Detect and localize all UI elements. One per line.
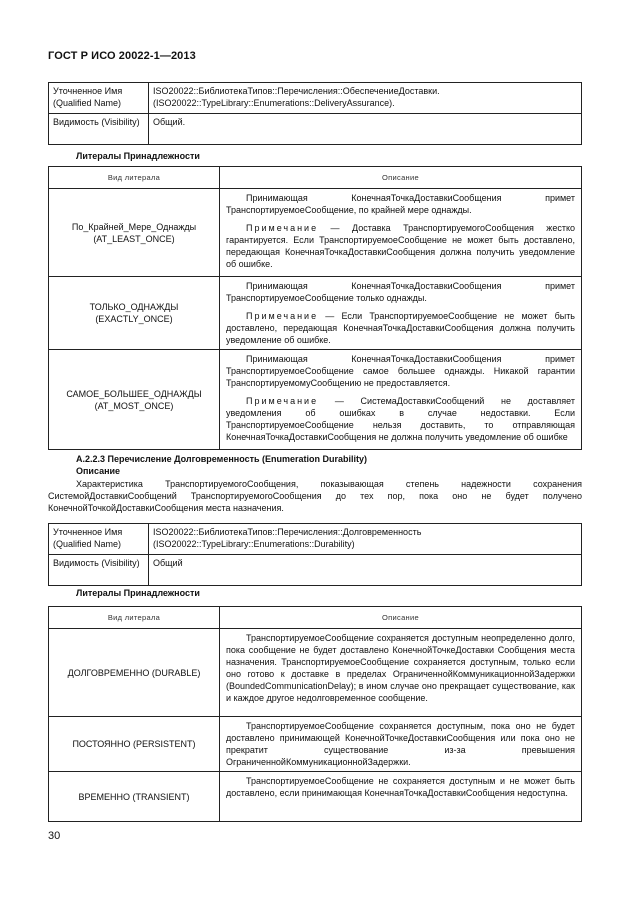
visibility-label: Видимость (Visibility) bbox=[49, 114, 149, 145]
qualified-name-row bbox=[49, 524, 582, 555]
page-number: 30 bbox=[48, 830, 61, 842]
section-description-text: Характеристика ТранспортируемогоСообщения, показывающая степень надежности сохранения СистемойДоставкиСообщений ТранспортируемогоСообщения до тех пор, пока оно не будет получено КонечнойТочкойДоставкиСообщения места назначения. bbox=[48, 479, 582, 513]
note-text: — Если ТранспортируемоеСообщение не может быть доставлено, передающая КонечнаяТочкаДоставкиСообщения должна получить уведомление об ошибке. bbox=[226, 311, 575, 345]
visibility-row bbox=[49, 114, 582, 145]
enumeration-meta-table-delivery bbox=[48, 82, 582, 145]
literal-name: ТОЛЬКО_ОДНАЖДЫ (EXACTLY_ONCE) bbox=[49, 277, 220, 350]
literal-row bbox=[49, 350, 582, 450]
literal-description bbox=[220, 277, 582, 350]
literal-name: САМОЕ_БОЛЬШЕЕ_ОДНАЖДЫ (AT_MOST_ONCE) bbox=[49, 350, 220, 450]
literals-heading-2: Литералы Принадлежности bbox=[76, 588, 200, 598]
qualified-name-value bbox=[149, 524, 582, 555]
literal-description bbox=[220, 189, 582, 277]
literals-heading-1: Литералы Принадлежности bbox=[76, 151, 200, 161]
literal-row bbox=[49, 629, 582, 717]
note-label: Примечание bbox=[246, 311, 319, 321]
description-heading: Описание bbox=[76, 466, 121, 476]
literal-description bbox=[220, 772, 582, 822]
column-header-description: Описание bbox=[220, 607, 582, 629]
section-description bbox=[48, 478, 582, 514]
literals-header-row bbox=[49, 167, 582, 189]
column-header-kind: Вид литерала bbox=[49, 167, 220, 189]
qualified-name-label: Уточненное Имя (Qualified Name) bbox=[49, 83, 149, 114]
visibility-value: Общий. bbox=[149, 114, 582, 145]
literal-description-text: Принимающая КонечнаяТочкаДоставкиСообщения примет ТранспортируемоеСообщение только однажды. bbox=[226, 281, 575, 303]
literal-description-text: Принимающая КонечнаяТочкаДоставкиСообщения примет ТранспортируемоеСообщение самое большее однажды. Никакой гарантии ТранспортируемомуСообщению не предоставляется. bbox=[226, 354, 575, 388]
literals-table-durability bbox=[48, 606, 582, 822]
note-text: — Доставка ТранспортируемогоСообщения жестко гарантируется. Если ТранспортируемоеСообщение не может быть доставлено, передающая КонечнаяТочкаДоставкиСообщения должна получить уведомление об ошибке. bbox=[226, 223, 575, 269]
literal-name: ПОСТОЯННО (PERSISTENT) bbox=[49, 717, 220, 772]
note-label: Примечание bbox=[246, 396, 319, 406]
qualified-name-value bbox=[149, 83, 582, 114]
enumeration-meta-table-durability bbox=[48, 523, 582, 586]
literal-row bbox=[49, 717, 582, 772]
literal-name: ВРЕМЕННО (TRANSIENT) bbox=[49, 772, 220, 822]
literal-name: ДОЛГОВРЕМЕННО (DURABLE) bbox=[49, 629, 220, 717]
qualified-name-row bbox=[49, 83, 582, 114]
literal-description-text: ТранспортируемоеСообщение не сохраняется доступным и не может быть доставлено, если принимающая КонечнаяТочкаДоставкиСообщения недоступна. bbox=[226, 776, 575, 798]
qualified-name-value-en: (ISO20022::TypeLibrary::Enumerations::Durability) bbox=[153, 539, 355, 549]
literal-row bbox=[49, 772, 582, 822]
literal-description bbox=[220, 717, 582, 772]
qualified-name-value-ru: ISO20022::БиблиотекаТипов::Перечисления::Долговременность bbox=[153, 527, 422, 537]
visibility-row bbox=[49, 555, 582, 586]
qualified-name-value-ru: ISO20022::БиблиотекаТипов::Перечисления::ОбеспечениеДоставки. bbox=[153, 86, 440, 96]
literal-description-text: Принимающая КонечнаяТочкаДоставкиСообщения примет ТранспортируемоеСообщение, по крайней мере однажды. bbox=[226, 193, 575, 215]
literals-table-delivery bbox=[48, 166, 582, 450]
note-text: — СистемаДоставкиСообщений не доставляет уведомления об ошибках в случае недоставки. Если ТранспортируемоеСообщение нельзя доставить, то отправляющая КонечнаяТочкаДоставкиСообщения не должна получить уведомление об ошибке bbox=[226, 396, 575, 442]
visibility-label: Видимость (Visibility) bbox=[49, 555, 149, 586]
literal-description bbox=[220, 629, 582, 717]
literal-description bbox=[220, 350, 582, 450]
qualified-name-label: Уточненное Имя (Qualified Name) bbox=[49, 524, 149, 555]
literal-description-text: ТранспортируемоеСообщение сохраняется доступным, пока оно не будет доставлено принимающей КонечнойТочкеДоставкиСообщения или пока оно не прекратит существование из-за превышения ОграниченнойКоммуникационнойЗадержки. bbox=[226, 721, 575, 767]
section-title: А.2.2.3 Перечисление Долговременность (Enumeration Durability) bbox=[76, 454, 368, 464]
literal-note bbox=[226, 310, 575, 346]
note-label: Примечание bbox=[246, 223, 319, 233]
literal-note bbox=[226, 222, 575, 270]
qualified-name-value-en: (ISO20022::TypeLibrary::Enumerations::DeliveryAssurance). bbox=[153, 98, 395, 108]
literal-note bbox=[226, 395, 575, 443]
visibility-value: Общий bbox=[149, 555, 582, 586]
literal-row bbox=[49, 277, 582, 350]
literal-name: По_Крайней_Мере_Однажды (AT_LEAST_ONCE) bbox=[49, 189, 220, 277]
literal-row bbox=[49, 189, 582, 277]
literal-description-text: ТранспортируемоеСообщение сохраняется доступным неопределенно долго, пока сообщение не будет доставлено КонечнойТочкеДоставки Сообщения места назначения. ТранспортируемоеСообщение сохраняется доступным, только если оно готово к доставке в пределах ОграниченнойКоммуникационнойЗадержки (BoundedCommunicationDelay); в ином случае оно прекращает существование, как и каждое другое недолговременное сообщение. bbox=[226, 633, 575, 703]
document-header: ГОСТ Р ИСО 20022-1—2013 bbox=[48, 50, 196, 62]
literals-header-row bbox=[49, 607, 582, 629]
column-header-description: Описание bbox=[220, 167, 582, 189]
column-header-kind: Вид литерала bbox=[49, 607, 220, 629]
